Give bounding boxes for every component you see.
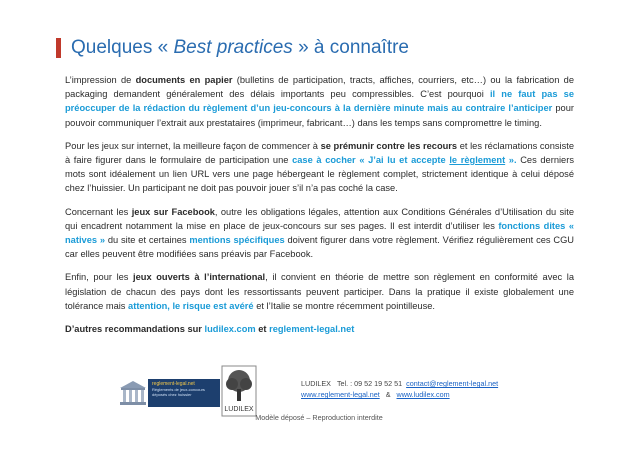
p3-text: Concernant les bbox=[65, 206, 132, 217]
title-text-start: Quelques « bbox=[71, 37, 174, 58]
site-link-reglement-legal[interactable]: www.reglement-legal.net bbox=[301, 390, 380, 399]
title-text-end: » à connaître bbox=[292, 37, 409, 58]
page-title-row bbox=[56, 37, 409, 59]
contact-phone: Tel. : 09 52 19 52 51 bbox=[336, 379, 403, 388]
contact-name: LUDILEX bbox=[301, 379, 331, 388]
ampersand: & bbox=[385, 390, 391, 399]
paragraph-international bbox=[65, 270, 574, 313]
bank-building-icon bbox=[118, 379, 148, 407]
p2-bold: se prémunir contre les recours bbox=[320, 140, 458, 151]
p3-bold: jeux sur Facebook bbox=[131, 206, 215, 217]
title-accent-bar bbox=[56, 38, 61, 58]
logo-panel bbox=[148, 379, 220, 407]
logo-heading: reglement-legal.net bbox=[152, 381, 195, 387]
p1-highlight: il ne faut pas se préoccuper de la rédaction du règlement d’un jeu-concours à la dernière minute mais au contraire l’anticiper bbox=[65, 89, 574, 114]
p1-text: (bulletins de participation, tracts, affiches, courriers, etc…) ou la fabrication de packaging demandent généralement des délais importants peu compressibles. C’est pourquoi bbox=[65, 75, 574, 100]
ludilex-logo-text: LUDILEX bbox=[224, 406, 254, 413]
contact-email-link[interactable]: contact@reglement-legal.net bbox=[406, 379, 499, 388]
logo-line: déposés chez huissier bbox=[152, 392, 192, 397]
p2-text: Pour les jeux sur internet, la meilleure façon de commencer à bbox=[65, 140, 321, 151]
logo-line: Règlements de jeux-concours bbox=[152, 387, 205, 392]
p4-text: et l’Italie se montre récemment pointilleuse. bbox=[253, 300, 435, 311]
p4-bold: jeux ouverts à l’international bbox=[133, 272, 266, 283]
title-text-italic: Best practices bbox=[173, 37, 293, 58]
ludilex-tree-logo bbox=[221, 365, 257, 417]
p2-highlight: case à cocher « J’ai lu et accepte bbox=[292, 155, 450, 166]
contact-block bbox=[301, 378, 498, 400]
p3-text: , outre les obligations légales, attention aux Conditions Générales d’Utilisation du site qui encadrent notamment la mise en place de jeux-concours sur ses pages. Il est interdit d’utiliser les bbox=[65, 206, 574, 231]
p1-text: L’impression de bbox=[65, 75, 136, 85]
p4-highlight: attention, le risque est avéré bbox=[128, 300, 254, 311]
ludilex-link[interactable]: ludilex.com bbox=[204, 324, 256, 335]
p3-highlight: fonctions dites « natives » bbox=[65, 220, 574, 246]
p2-text: Ces derniers mots sont idéalement un lien URL vers une page hébergeant le règlement complet, strictement identique à celui déposé chez l’huissier. Un participant ne doit pas pouvoir jouer s’il n’a pas coché la case. bbox=[65, 155, 574, 194]
paragraph-recommendations bbox=[65, 322, 574, 336]
p3-text: doivent figurer dans votre règlement. Vérifiez régulièrement ces CGU car elles peuvent être modifiées sans préavis par Facebook. bbox=[65, 235, 575, 260]
p2-highlight: ». bbox=[505, 155, 517, 166]
site-link-ludilex[interactable]: www.ludilex.com bbox=[396, 390, 450, 399]
p4-text: , il convient en théorie de mettre son règlement en conformité avec la législation de chacun des pays dont les ressortissants peuvent participer. Dans la pratique il existe globalement une tolérance mais bbox=[65, 272, 574, 311]
contact-line-1 bbox=[301, 378, 498, 389]
contact-line-2 bbox=[301, 389, 498, 400]
p1-bold: documents en papier bbox=[135, 75, 233, 85]
p2-text: et les réclamations consiste à faire figurer dans le formulaire de participation une bbox=[65, 140, 574, 166]
p2-highlight-underlined: le règlement bbox=[449, 155, 506, 166]
p5-bold: D’autres recommandations sur bbox=[65, 324, 205, 335]
paragraph-printing bbox=[65, 73, 574, 130]
page-title bbox=[71, 37, 409, 59]
p1-text: pour pouvoir communiquer l’extrait aux prestataires (imprimeur, fabricant…) dans les temps sans compromettre le timing. bbox=[65, 103, 574, 128]
paragraph-facebook bbox=[65, 205, 574, 262]
p4-text: Enfin, pour les bbox=[65, 272, 134, 283]
p3-highlight: mentions spécifiques bbox=[189, 235, 285, 246]
reglement-legal-logo bbox=[118, 375, 220, 415]
reglement-legal-link[interactable]: reglement-legal.net bbox=[269, 324, 355, 335]
paragraph-internet bbox=[65, 139, 574, 196]
p5-bold: et bbox=[255, 324, 270, 335]
p3-text: du site et certaines bbox=[105, 235, 190, 246]
copyright-notice: Modèle déposé – Reproduction interdite bbox=[255, 413, 383, 422]
document-body bbox=[65, 73, 574, 345]
